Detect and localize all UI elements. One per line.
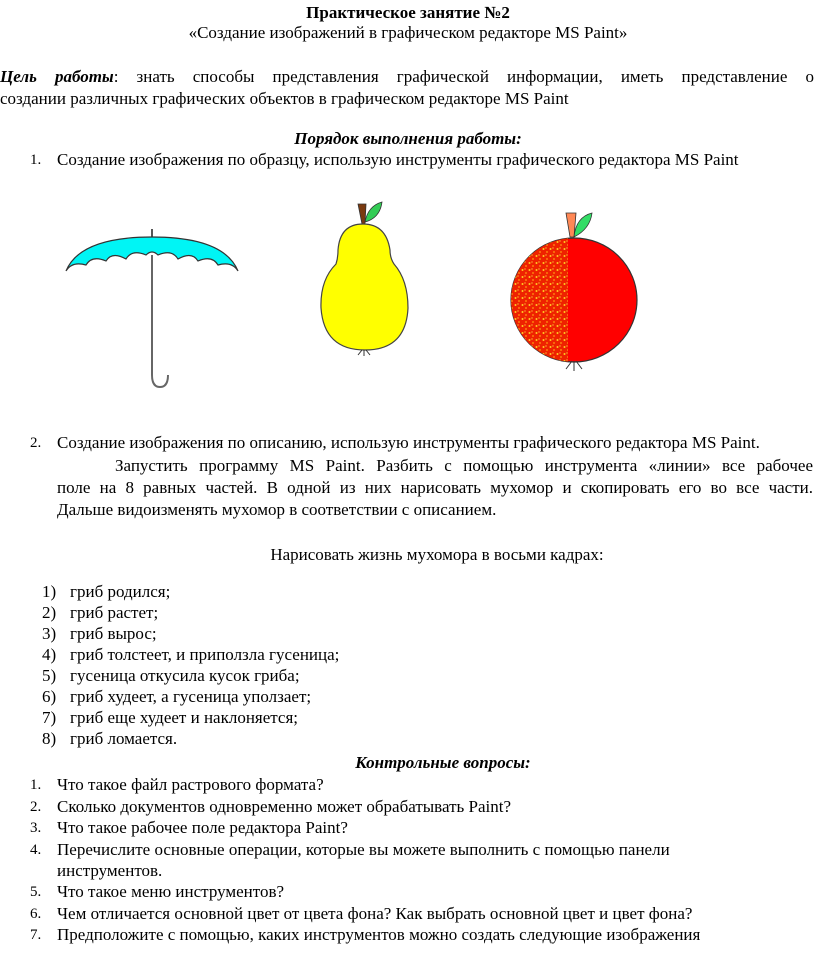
frame-number: 2) <box>42 603 57 622</box>
step1-number: 1. <box>30 152 42 168</box>
questions-heading: Контрольные вопросы: <box>355 753 531 772</box>
frame-item: гриб толстеет, и приползла гусеница; <box>70 645 340 664</box>
frame-number: 4) <box>42 645 57 664</box>
umbrella-image <box>60 225 250 395</box>
frame-item: гриб родился; <box>70 582 171 601</box>
frame-item: гриб худеет, а гусеница уползает; <box>70 687 312 706</box>
frame-number: 1) <box>42 582 57 601</box>
step2-paragraph-line-1: Запустить программу MS Paint. Разбить с помощью инструмента «линии» все рабочее <box>115 456 813 475</box>
goal-label: Цель работы <box>0 67 114 86</box>
frame-number: 8) <box>42 729 57 748</box>
step2-paragraph-line-3: Дальше видоизменять мухомор в соответствии с описанием. <box>57 500 497 519</box>
frame-number: 3) <box>42 624 57 643</box>
frame-number: 6) <box>42 687 57 706</box>
question-item: Перечислите основные операции, которые вы можете выполнить с помощью панели <box>57 839 670 859</box>
frame-number: 5) <box>42 666 57 685</box>
question-number: 4. <box>30 841 42 858</box>
question-item: Что такое рабочее поле редактора Paint? <box>57 818 348 837</box>
question-number: 2. <box>30 798 42 815</box>
question-item: Чем отличается основной цвет от цвета фона? Как выбрать основной цвет и цвет фона? <box>57 903 693 923</box>
question-item: Предположите с помощью, каких инструментов можно создать следующие изображения <box>57 925 701 944</box>
step1-text: Создание изображения по образцу, использую инструменты графического редактора MS Paint <box>57 150 739 169</box>
question-item: Что такое меню инструментов? <box>57 882 285 901</box>
step2-number: 2. <box>30 435 42 451</box>
page-title: Практическое занятие №2 <box>306 3 510 22</box>
goal-line-2: создании различных графических объектов в графическом редакторе MS Paint <box>0 89 569 108</box>
question-item-continued: инструментов. <box>57 861 163 880</box>
frame-item: гриб вырос; <box>70 624 157 643</box>
frames-heading: Нарисовать жизнь мухомора в восьми кадрах: <box>270 545 604 564</box>
page-subtitle: «Создание изображений в графическом редакторе MS Paint» <box>188 23 628 42</box>
question-item: Что такое файл растрового формата? <box>57 775 324 794</box>
frame-number: 7) <box>42 708 57 727</box>
question-number: 7. <box>30 927 42 943</box>
question-number: 3. <box>30 820 42 836</box>
step2-paragraph-line-2: поле на 8 равных частей. В одной из них нарисовать мухомор и скопировать его во все части. <box>57 478 813 497</box>
frame-item: гриб растет; <box>70 603 159 622</box>
frame-item: гриб ломается. <box>70 729 178 748</box>
question-number: 6. <box>30 905 42 922</box>
apple-image <box>500 205 650 375</box>
frame-item: гриб еще худеет и наклоняется; <box>70 708 299 727</box>
frame-item: гусеница откусила кусок гриба; <box>70 666 300 685</box>
question-number: 5. <box>30 884 42 900</box>
goal-line-1 <box>0 67 814 87</box>
procedure-heading: Порядок выполнения работы: <box>294 129 522 148</box>
goal-text: : знать способы представления графической информации, иметь представление о <box>113 67 814 86</box>
question-number: 1. <box>30 777 42 793</box>
question-item: Сколько документов одновременно может обрабатывать Paint? <box>57 796 512 816</box>
step2-text: Создание изображения по описанию, использую инструменты графического редактора MS Paint. <box>57 433 760 452</box>
pear-image <box>310 198 420 358</box>
